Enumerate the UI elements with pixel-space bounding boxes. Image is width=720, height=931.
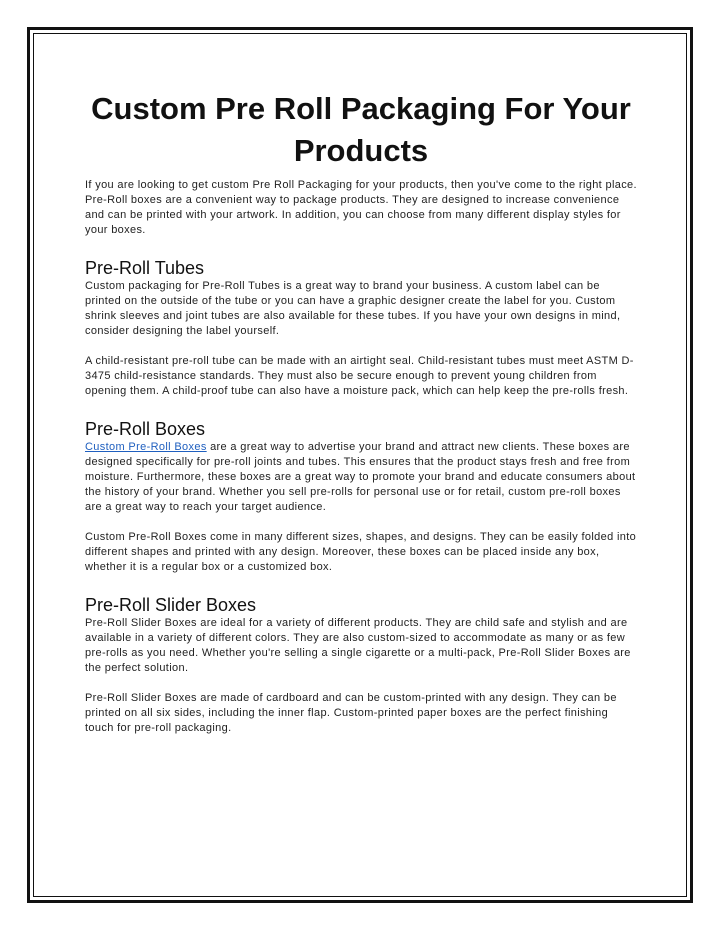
tubes-paragraph-2: A child-resistant pre-roll tube can be made with an airtight seal. Child-resistant tubes must meet ASTM D-3475 child-resistance standards. They must also be secure enough to prevent young children from opening them. A child-proof tube can also have a moisture pack, which can help keep the pre-rolls fresh.: [85, 355, 634, 397]
heading-pre-roll-boxes: Pre-Roll Boxes: [85, 419, 206, 439]
boxes-paragraph-1-text: are a great way to advertise your brand and attract new clients. These boxes are designed specifically for pre-roll joints and tubes. This ensures that the product stays fresh and free from moisture. Furthermore, these boxes are a great way to promote your brand and educate consumers about the history of your brand. Whether you sell pre-rolls for personal use or for retail, custom pre-roll boxes are a great way to reach your target audience.: [85, 441, 636, 513]
heading-pre-roll-slider-boxes: Pre-Roll Slider Boxes: [85, 595, 257, 615]
slider-paragraph-1: Pre-Roll Slider Boxes are ideal for a variety of different products. They are child safe and stylish and are available in a variety of different colors. They are also custom-sized to accommodate as many or as few pre-rolls as you need. Whether you're selling a single cigarette or a multi-pack, Pre-Roll Slider Boxes are the perfect solution.: [85, 617, 631, 674]
custom-pre-roll-boxes-link[interactable]: Custom Pre-Roll Boxes: [85, 441, 207, 453]
intro-paragraph: If you are looking to get custom Pre Roll Packaging for your products, then you've come to the right place. Pre-Roll boxes are a convenient way to package products. They are designed to increase convenience and can be printed with your artwork. In addition, you can choose from many different display styles for your boxes.: [85, 179, 637, 236]
boxes-paragraph-1: [85, 440, 637, 515]
document-body: [85, 88, 637, 736]
heading-pre-roll-tubes: Pre-Roll Tubes: [85, 258, 205, 278]
tubes-paragraph-1: Custom packaging for Pre-Roll Tubes is a great way to brand your business. A custom label can be printed on the outside of the tube or you can have a graphic designer create the label for you. Custom shrink sleeves and joint tubes are also available for these tubes. If you have your own designs in mind, consider designing the label yourself.: [85, 280, 621, 337]
page-title: Custom Pre Roll Packaging For Your Products: [91, 91, 631, 168]
slider-paragraph-2: Pre-Roll Slider Boxes are made of cardboard and can be custom-printed with any design. They can be printed on all six sides, including the inner flap. Custom-printed paper boxes are the perfect finishing touch for pre-roll packaging.: [85, 692, 617, 734]
boxes-paragraph-2: Custom Pre-Roll Boxes come in many different sizes, shapes, and designs. They can be easily folded into different shapes and printed with any design. Moreover, these boxes can be placed inside any box, whether it is a regular box or a customized box.: [85, 531, 637, 573]
